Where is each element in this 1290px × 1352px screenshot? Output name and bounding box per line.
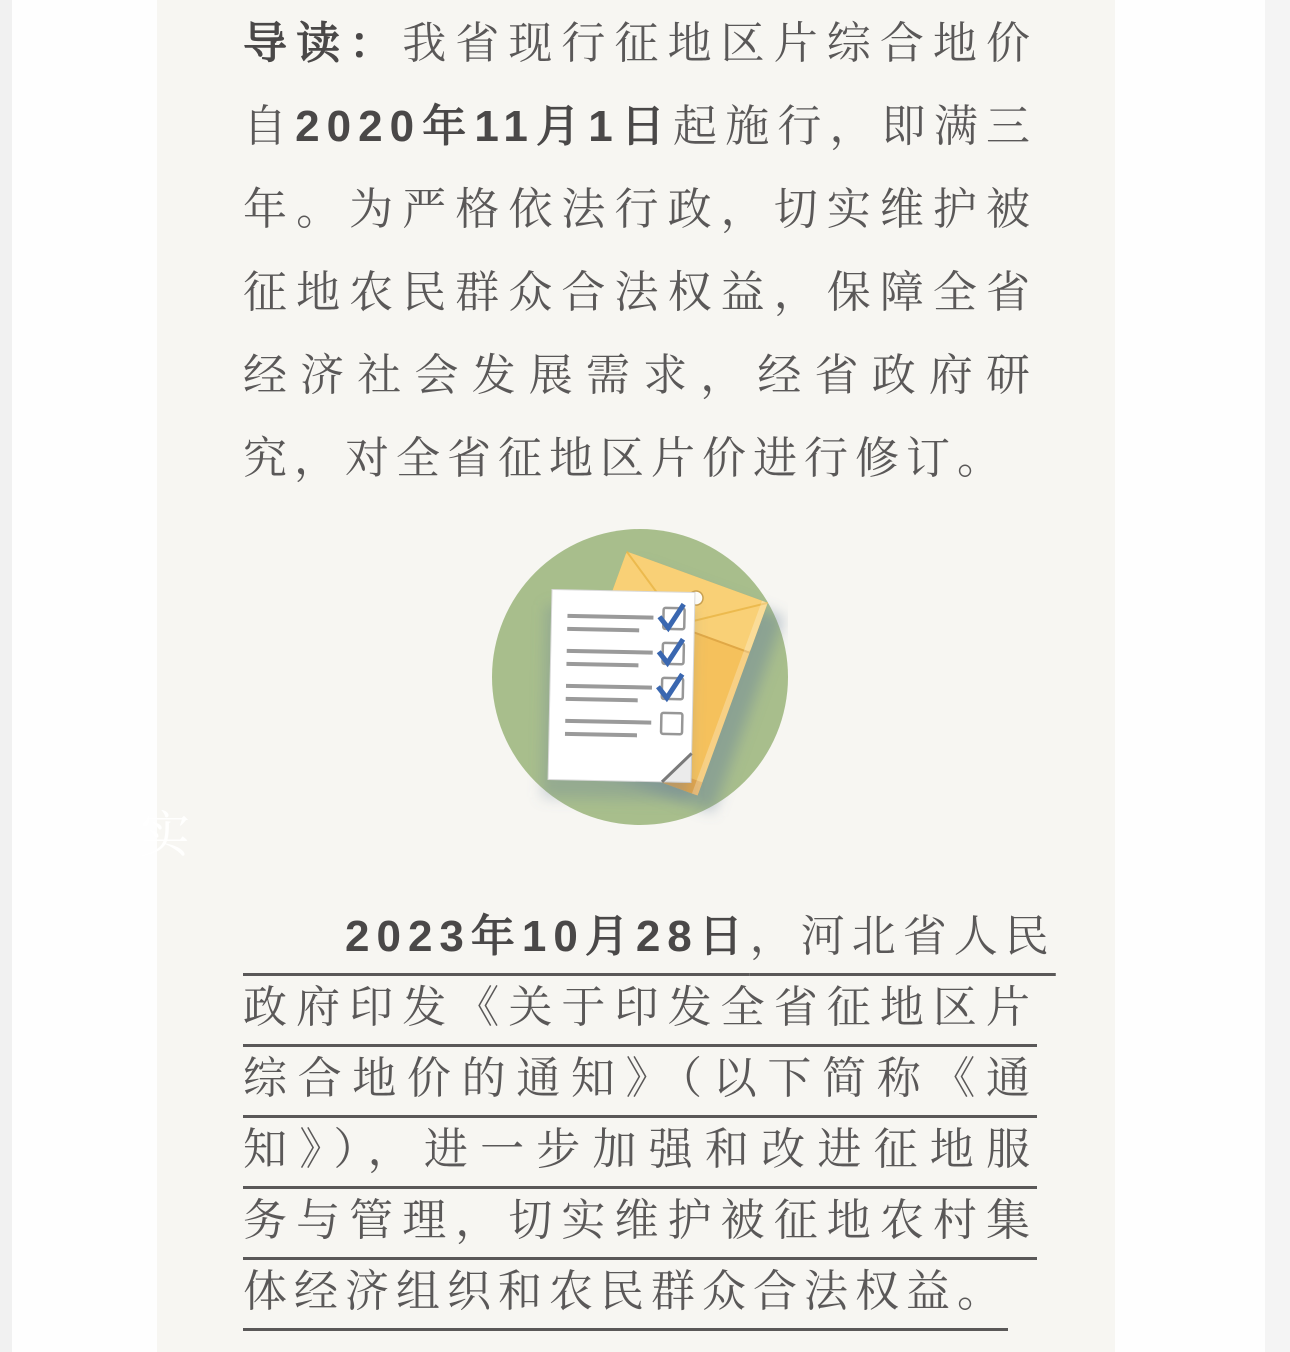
text-line: 经济社会发展需求，经省政府研 <box>243 351 1037 400</box>
watermark-text: 实 <box>140 807 190 863</box>
text-column <box>157 2 1115 1327</box>
text-line: 年。为严格依法行政，切实维护被 <box>243 185 1037 234</box>
text-line: 究，对全省征地区片价进行修订。 <box>243 434 1008 483</box>
checklist-paper <box>548 590 695 783</box>
text-line: 政府印发《关于印发全省征地区片 <box>243 983 1037 1032</box>
page-left-edge <box>0 0 12 1352</box>
text-line: 自2020年11月1日起施行，即满三 <box>243 102 1038 151</box>
intro-paragraph <box>243 2 1037 500</box>
text-line: 知》），进一步加强和改进征地服 <box>243 1125 1037 1174</box>
body-paragraph <box>243 901 1056 1327</box>
notice-icon-wrap <box>243 529 1037 825</box>
text-line: 导读：我省现行征地区片综合地价 <box>243 19 1038 68</box>
checklist-envelope-icon <box>492 529 788 825</box>
text-line: 征地农民群众合法权益，保障全省 <box>243 268 1037 317</box>
text-line: 综合地价的通知》（以下简称《通 <box>243 1054 1037 1103</box>
text-line: 体经济组织和农民群众合法权益。 <box>243 1267 1008 1316</box>
text-line: 2023年10月28日，河北省人民 <box>345 912 1056 961</box>
article-content-area <box>157 0 1115 1352</box>
text-line: 务与管理，切实维护被征地农村集 <box>243 1196 1037 1245</box>
scrollbar-track[interactable] <box>1265 0 1290 1352</box>
